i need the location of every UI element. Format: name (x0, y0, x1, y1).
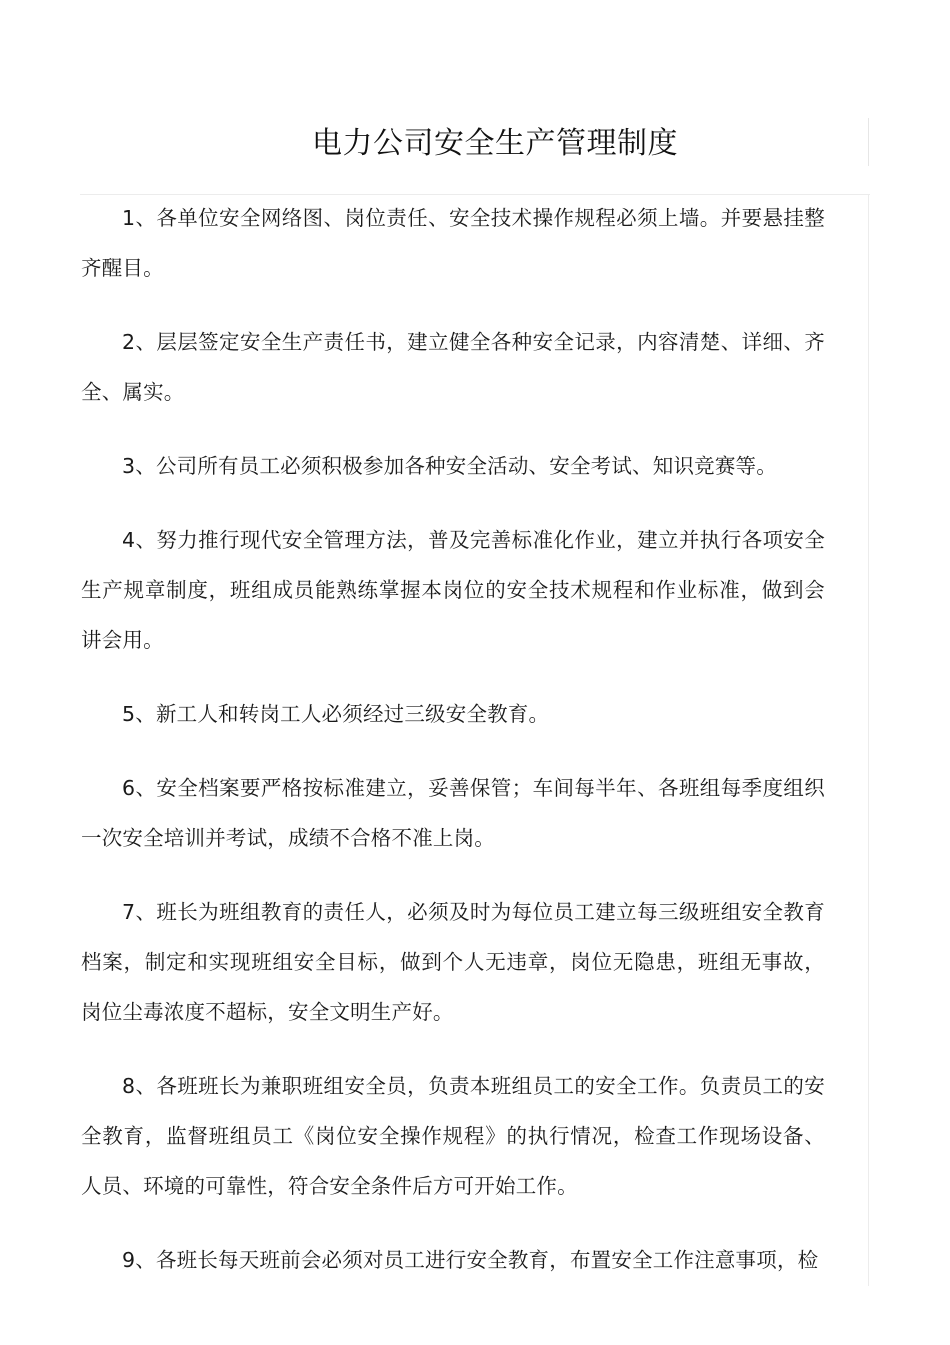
document-title: 电力公司安全生产管理制度 (312, 126, 678, 161)
document-body (81, 193, 825, 1309)
paragraph-2: 2、层层签定安全生产责任书，建立健全各种安全记录，内容清楚、详细、齐全、属实。 (81, 330, 825, 404)
paragraph-1: 1、各单位安全网络图、岗位责任、安全技术操作规程必须上墙。并要悬挂整齐醒目。 (81, 206, 825, 280)
paragraph-3: 3、公司所有员工必须积极参加各种安全活动、安全考试、知识竞赛等。 (122, 454, 777, 478)
paragraph-8: 8、各班班长为兼职班组安全员，负责本班组员工的安全工作。负责员工的安全教育，监督班组员工《岗位安全操作规程》的执行情况，检查工作现场设备、人员、环境的可靠性，符合安全条件后方可开始工作。 (81, 1074, 825, 1198)
paragraph-5: 5、新工人和转岗工人必须经过三级安全教育。 (122, 702, 550, 726)
body-right-rule (868, 194, 869, 1286)
paragraph-9: 9、各班长每天班前会必须对员工进行安全教育，布置安全工作注意事项，检 (122, 1248, 819, 1272)
paragraph-6: 6、安全档案要严格按标准建立，妥善保管；车间每半年、各班组每季度组织一次安全培训并考试，成绩不合格不准上岗。 (81, 776, 825, 850)
paragraph-7: 7、班长为班组教育的责任人，必须及时为每位员工建立每三级班组安全教育档案，制定和实现班组安全目标，做到个人无违章，岗位无隐患，班组无事故，岗位尘毒浓度不超标，安全文明生产好。 (81, 900, 825, 1024)
paragraph-4: 4、努力推行现代安全管理方法，普及完善标准化作业，建立并执行各项安全生产规章制度，班组成员能熟练掌握本岗位的安全技术规程和作业标准，做到会讲会用。 (81, 528, 825, 652)
